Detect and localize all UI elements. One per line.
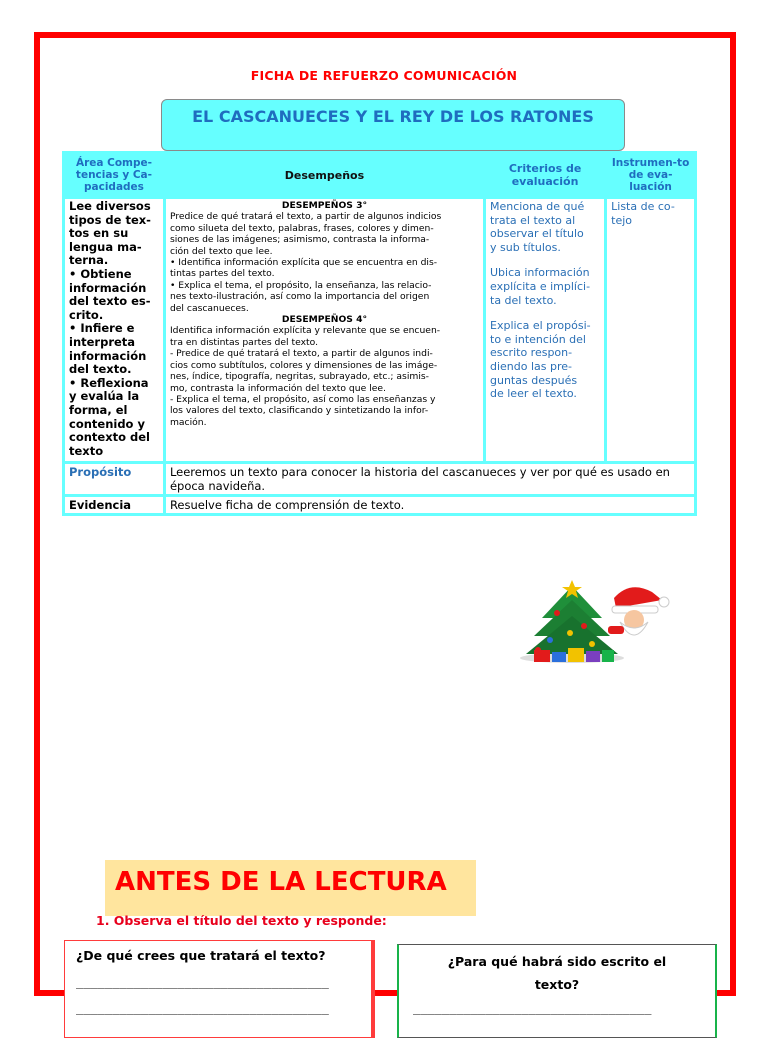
desempenos-3-title: DESEMPEÑOS 3° <box>281 200 368 211</box>
instrumento-line: Lista de co- <box>611 200 675 213</box>
capacity-line: interpreta <box>69 334 136 349</box>
desempeno-line: mación. <box>169 416 207 428</box>
answer-box-topic <box>64 940 375 1038</box>
desempeno-line: los valores del texto, clasificando y sintetizando la infor- <box>169 405 429 417</box>
question-topic: ¿De qué crees que tratará el texto? <box>76 948 326 963</box>
desempenos-cell <box>166 199 483 461</box>
criterio-line: diendo las pre- <box>490 359 573 373</box>
capacity-line: texto <box>69 443 104 458</box>
capacity-line: • Obtiene <box>69 266 132 281</box>
header-criterios: Criterios de evaluación <box>486 154 604 196</box>
desempenos-4-title: DESEMPEÑOS 4° <box>281 314 368 326</box>
criterio-line: trata el texto al <box>490 213 576 227</box>
proposito-label: Propósito <box>65 464 163 494</box>
instruction-1: 1. Observa el título del texto y responde: <box>96 913 387 928</box>
competencies-table <box>62 151 697 516</box>
criterio-line: to e intención del <box>490 332 586 346</box>
header-instrumento: Instrumen-to de eva-luación <box>607 154 694 196</box>
desempeno-line: siones de las imágenes; asimismo, contrasta la informa- <box>169 234 430 246</box>
worksheet-title: FICHA DE REFUERZO COMUNICACIÓN <box>250 68 518 83</box>
desempeno-line: - Predice de qué tratará el texto, a partir de algunos indi- <box>169 348 433 360</box>
desempeno-line: tintas partes del texto. <box>169 268 275 280</box>
question-purpose-line-1: ¿Para qué habrá sido escrito el <box>447 954 667 969</box>
table-row <box>65 497 694 513</box>
capacity-line: del texto es- <box>69 294 151 309</box>
instrumento-cell <box>607 199 694 461</box>
capacity-line: información <box>69 280 147 295</box>
question-purpose <box>399 950 715 996</box>
desempeno-line: mo, contrasta la información del texto que lee. <box>169 382 386 394</box>
criterio-line: escrito respon- <box>490 346 573 360</box>
story-title: EL CASCANUECES Y EL REY DE LOS RATONES <box>161 99 625 151</box>
table-row <box>65 199 694 461</box>
answer-line[interactable]: ___________________________________ <box>76 975 329 989</box>
capacity-line: • Infiere e <box>69 321 135 336</box>
capacity-line: tipos de tex- <box>69 212 151 227</box>
desempeno-line: Predice de qué tratará el texto, a partir de algunos indicios <box>169 211 442 223</box>
desempeno-line: cios como subtítulos, colores y dimensiones de las imáge- <box>169 359 438 371</box>
criterio-line: explícita e implíci- <box>490 279 591 293</box>
capacity-line: terna. <box>69 253 109 268</box>
criterio-line: Ubica información <box>490 266 590 280</box>
capacity-line: contenido y <box>69 416 145 431</box>
capacity-line: contexto del <box>69 430 150 445</box>
capacity-line: tos en su <box>69 226 129 241</box>
desempeno-line: • Identifica información explícita que se encuentra en dis- <box>169 257 438 269</box>
criterio-line: de leer el texto. <box>490 387 577 401</box>
header-desempenos: Desempeños <box>166 154 483 196</box>
desempeno-line: • Explica el tema, el propósito, la enseñanza, las relacio- <box>169 279 432 291</box>
desempeno-line: tra en distintas partes del texto. <box>169 336 319 348</box>
instrumento-line: tejo <box>611 213 633 227</box>
desempeno-line: ción del texto que lee. <box>169 245 273 257</box>
christmas-tree-santa-illustration <box>512 578 682 666</box>
criterio-line: observar el título <box>490 227 584 241</box>
question-purpose-line-2: texto? <box>534 977 580 992</box>
desempeno-line: del cascanueces. <box>169 302 249 314</box>
capacity-line: y evalúa la <box>69 389 140 404</box>
criterio-line: guntas después <box>490 373 578 387</box>
desempeno-line: nes texto-ilustración, así como la importancia del origen <box>169 291 430 303</box>
table-row <box>65 464 694 494</box>
capacity-line: forma, el <box>69 402 128 417</box>
table-header-row <box>65 154 694 196</box>
criterio-line: Menciona de qué <box>490 200 585 213</box>
desempeno-line: como silueta del texto, palabras, frases, colores y dimen- <box>169 222 434 234</box>
evidencia-value: Resuelve ficha de comprensión de texto. <box>166 497 694 513</box>
capacity-line: información <box>69 348 147 363</box>
capacity-line: del texto. <box>69 362 132 377</box>
desempeno-line: nes, índice, tipografía, negritas, subrayado, etc.; asimis- <box>169 371 429 383</box>
answer-line[interactable]: ___________________________________ <box>76 1001 329 1015</box>
header-area: Área Compe-tencias y Ca-pacidades <box>65 154 163 196</box>
capacity-line: lengua ma- <box>69 239 142 254</box>
before-reading-title: ANTES DE LA LECTURA <box>115 867 447 897</box>
before-reading-banner <box>105 860 476 916</box>
criterios-cell <box>486 199 604 461</box>
answer-line[interactable]: _________________________________ <box>413 1001 652 1015</box>
capacities-cell <box>65 199 163 461</box>
desempeno-line: - Explica el tema, el propósito, así como las enseñanzas y <box>169 393 436 405</box>
proposito-value: Leeremos un texto para conocer la historia del cascanueces y ver por qué es usado en época navideña. <box>166 464 694 494</box>
desempeno-line: Identifica información explícita y relevante que se encuen- <box>169 325 441 337</box>
criterio-line: y sub títulos. <box>490 240 561 254</box>
capacity-line: Lee diversos <box>69 199 151 213</box>
criterio-line: Explica el propósi- <box>490 319 591 333</box>
criterio-line: ta del texto. <box>490 293 557 307</box>
evidencia-label: Evidencia <box>65 497 163 513</box>
capacity-line: • Reflexiona <box>69 375 149 390</box>
capacity-line: crito. <box>69 307 104 322</box>
